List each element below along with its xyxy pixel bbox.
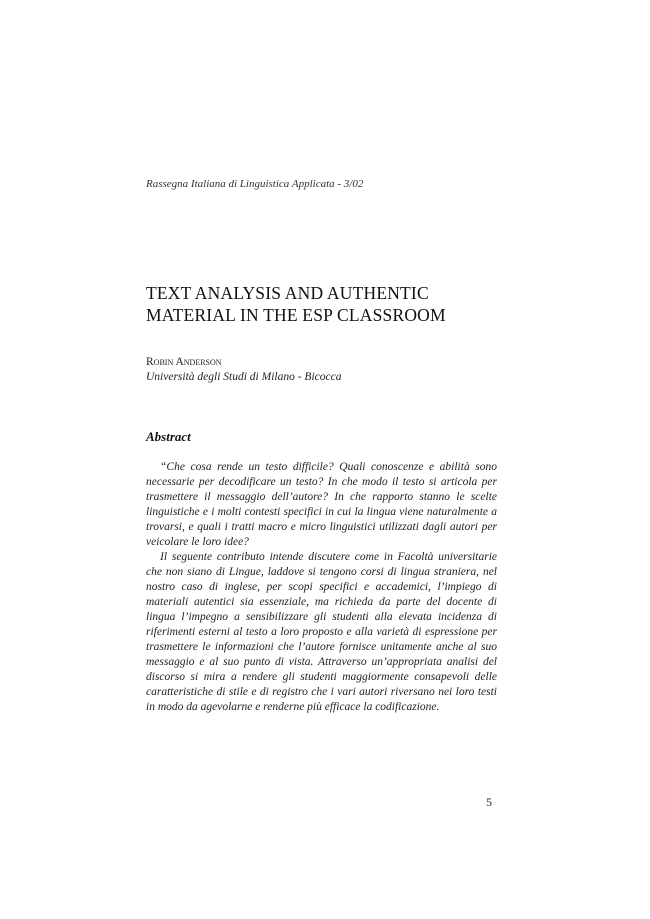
abstract-heading: Abstract xyxy=(146,429,191,444)
author-name: Robin Anderson xyxy=(146,356,222,368)
page-number: 5 xyxy=(486,795,492,809)
article-title xyxy=(146,282,526,326)
title-line: TEXT ANALYSIS AND AUTHENTIC xyxy=(146,283,429,303)
abstract-body xyxy=(146,460,497,715)
author-affiliation: Università degli Studi di Milano - Bicocca xyxy=(146,371,342,383)
title-line: MATERIAL IN THE ESP CLASSROOM xyxy=(146,305,446,325)
abstract-paragraph: Il seguente contributo intende discutere come in Facoltà universitarie che non siano di Lingue, laddove si tengono corsi di lingua straniera, nel nostro caso di inglese, per scopi specifici e accademici, l’impiego di materiali autentici sia essenziale, ma richieda da parte del docente di lingua l’impegno a sensibilizzare gli studenti alla elevata incidenza di riferimenti esterni al testo a loro proposto e alla varietà di espressione per trasmettere le informazioni che l’autore fornisce unitamente anche al suo messaggio e al suo punto di vista. Attraverso un’appropriata analisi del discorso si mira a rendere gli studenti maggiormente consapevoli delle caratteristiche di stile e di registro che i vari autori riversano nei loro testi in modo da agevolarne e renderne più efficace la codificazione. xyxy=(146,551,497,713)
journal-header: Rassegna Italiana di Linguistica Applicata - 3/02 xyxy=(146,178,364,190)
abstract-paragraph: “Che cosa rende un testo difficile? Quali conoscenze e abilità sono necessarie per decodificare un testo? In che modo il testo si articola per trasmettere il messaggio dell’autore? In che rapporto stanno le scelte linguistiche e i molti contesti specifici in cui la lingua viene naturalmente a trovarsi, e quali i tratti macro e micro linguistici utilizzati dagli autori per veicolare le loro idee? xyxy=(146,461,497,548)
